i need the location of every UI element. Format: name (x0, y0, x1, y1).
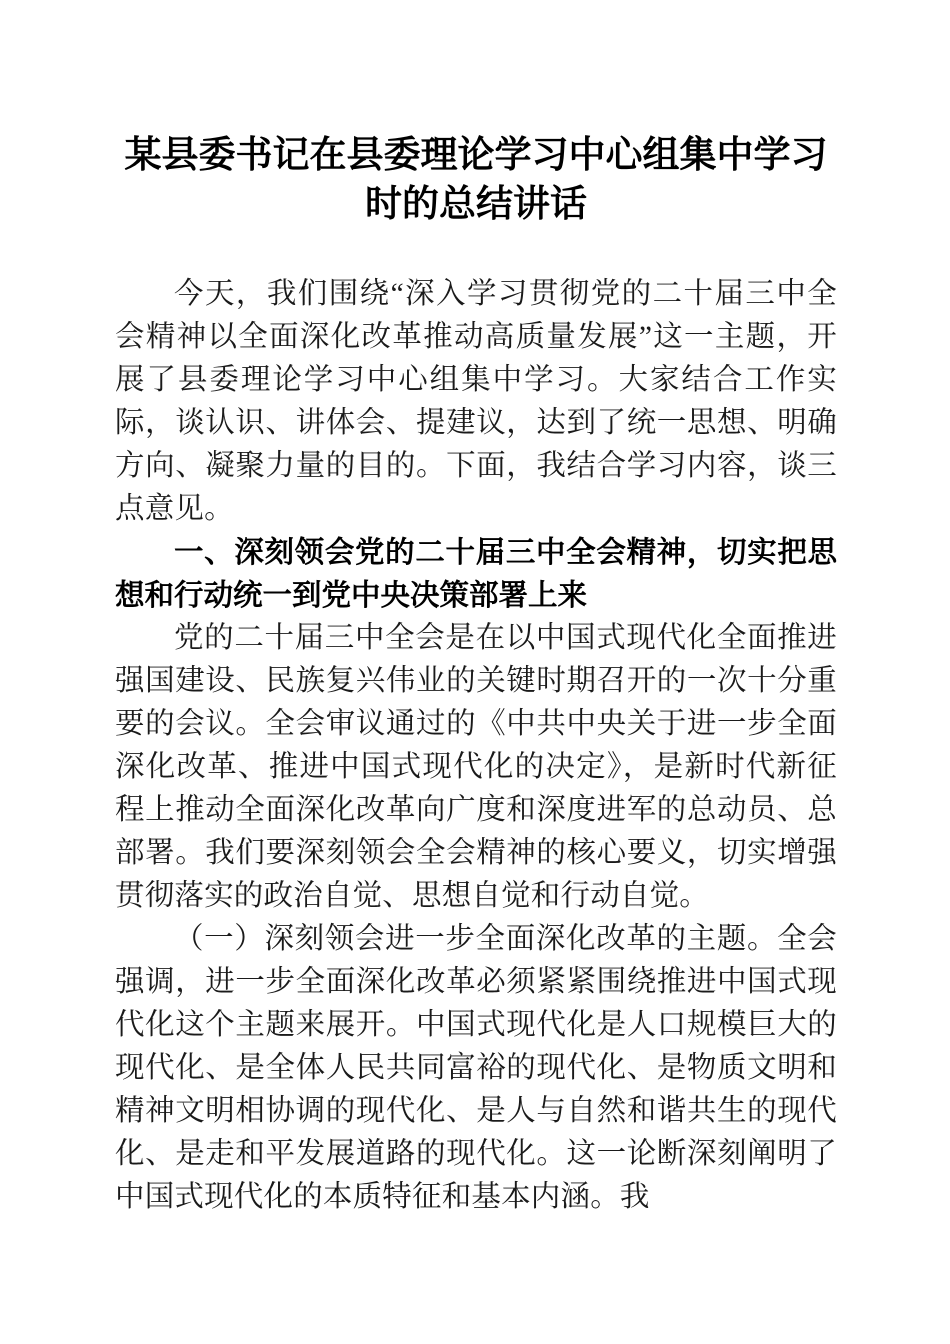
subsection-one-lead: （一）深刻领会进一步全面深化改革的主题。 (174, 923, 778, 955)
page-title: 某县委书记在县委理论学习中心组集中学习时的总结讲话 (124, 135, 828, 225)
paragraph-subsection-one (115, 918, 837, 1219)
paragraph-plenum-overview: 党的二十届三中全会是在以中国式现代化全面推进强国建设、民族复兴伟业的关键时期召开的一次十分重要的会议。全会审议通过的《中共中央关于进一步全面深化改革、推进中国式现代化的决定》，是新时代新征程上推动全面深化改革向广度和深度进军的总动员、总部署。我们要深刻领会全会精神的核心要义，切实增强贯彻落实的政治自觉、思想自觉和行动自觉。 (115, 622, 837, 912)
document-content-column (115, 0, 837, 1219)
subsection-one-body: 全会强调，进一步全面深化改革必须紧紧围绕推进中国式现代化这个主题来展开。中国式现代化是人口规模巨大的现代化、是全体人民共同富裕的现代化、是物质文明和精神文明相协调的现代化、是人与自然和谐共生的现代化、是走和平发展道路的现代化。这一论断深刻阐明了中国式现代化的本质特征和基本内涵。我 (115, 923, 837, 1213)
section-heading-one: 一、深刻领会党的二十届三中全会精神，切实把思想和行动统一到党中央决策部署上来 (115, 536, 837, 612)
paragraph-opening: 今天，我们围绕“深入学习贯彻党的二十届三中全会精神以全面深化改革推动高质量发展”这一主题，开展了县委理论学习中心组集中学习。大家结合工作实际，谈认识、讲体会、提建议，达到了统一思想、明确方向、凝聚力量的目的。下面，我结合学习内容，谈三点意见。 (115, 278, 837, 525)
